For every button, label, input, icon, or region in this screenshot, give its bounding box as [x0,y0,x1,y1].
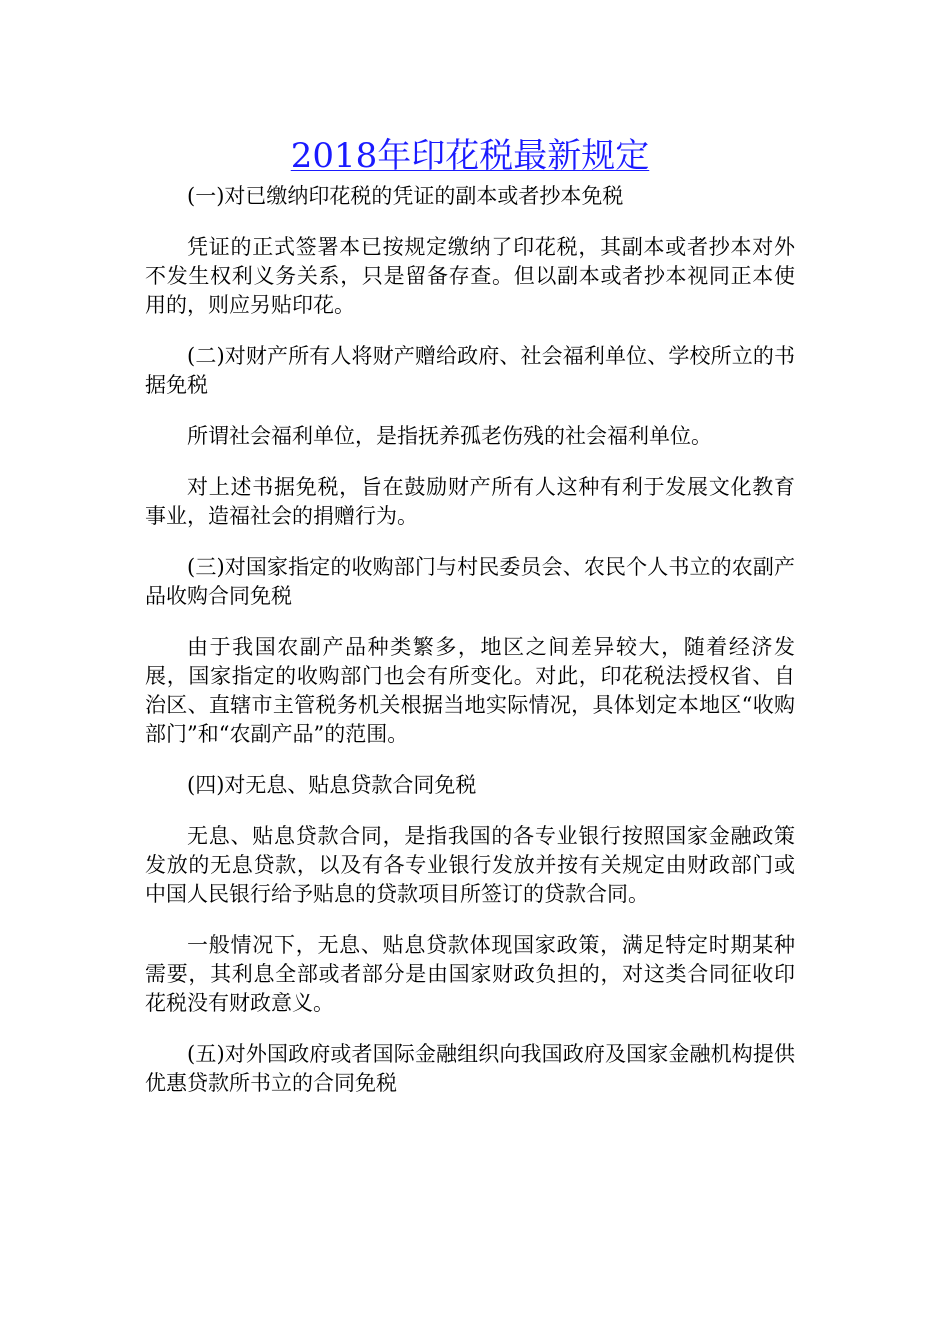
paragraph-4: 所谓社会福利单位，是指抚养孤老伤残的社会福利单位。 [187,424,712,448]
paragraph-11: (五)对外国政府或者国际金融组织向我国政府及国家金融机构提供优惠贷款所书立的合同免税 [145,1042,795,1095]
paragraph-3: (二)对财产所有人将财产赠给政府、社会福利单位、学校所立的书据免税 [145,344,795,397]
paragraph-7: 由于我国农副产品种类繁多，地区之间差异较大，随着经济发展，国家指定的收购部门也会有所变化。对此，印花税法授权省、自治区、直辖市主管税务机关根据当地实际情况，具体划定本地区“收购部门”和“农副产品”的范围。 [145,635,795,746]
document-title [145,136,795,176]
document-page [145,136,795,1120]
title-link[interactable]: 2018年印花税最新规定 [290,136,650,176]
paragraph-9: 无息、贴息贷款合同，是指我国的各专业银行按照国家金融政策发放的无息贷款，以及有各专业银行发放并按有关规定由财政部门或中国人民银行给予贴息的贷款项目所签订的贷款合同。 [145,824,795,906]
paragraph-2: 凭证的正式签署本已按规定缴纳了印花税，其副本或者抄本对外不发生权利义务关系，只是留备存查。但以副本或者抄本视同正本使用的，则应另贴印花。 [145,235,795,317]
paragraph-1: (一)对已缴纳印花税的凭证的副本或者抄本免税 [187,184,624,208]
paragraph-8: (四)对无息、贴息贷款合同免税 [187,773,477,797]
paragraph-6: (三)对国家指定的收购部门与村民委员会、农民个人书立的农副产品收购合同免税 [145,555,795,608]
paragraph-10: 一般情况下，无息、贴息贷款体现国家政策，满足特定时期某种需要，其利息全部或者部分是由国家财政负担的，对这类合同征收印花税没有财政意义。 [145,933,795,1015]
paragraph-5: 对上述书据免税，旨在鼓励财产所有人这种有利于发展文化教育事业，造福社会的捐赠行为。 [145,475,795,528]
